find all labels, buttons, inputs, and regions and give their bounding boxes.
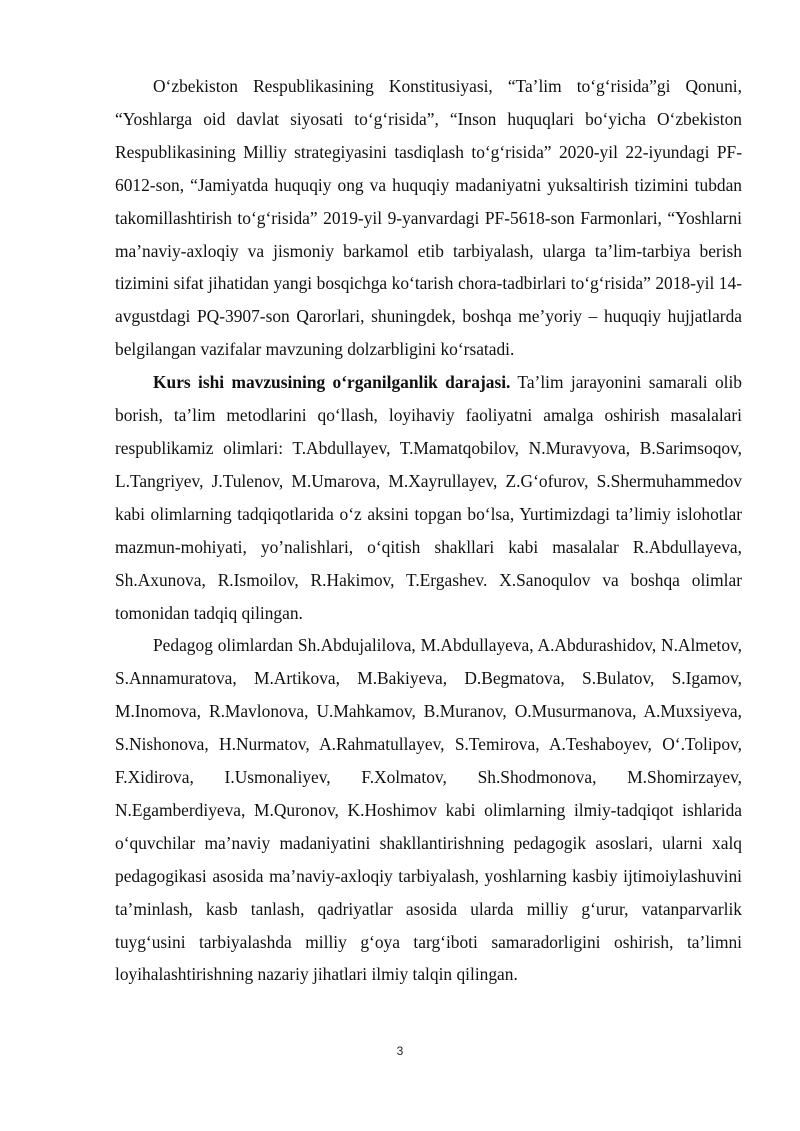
page-number: 3 [396, 1044, 404, 1058]
paragraph-text: Pedagog olimlardan Sh.Abdujalilova, M.Abdullayeva, A.Abdurashidov, N.Almetov, S.Annamuratova, M.Artikova, M.Bakiyeva, D.Begmatova, S.Bulatov, S.Igamov, M.Inomova, R.Mavlonova, U.Mahkamov, B.Muranov, O.Musurmanova, A.Muxsiyeva, S.Nishonova, H.Nurmatov, A.Rahmatullayev, S.Temirova, A.Teshaboyev, O‘.Tolipov, F.Xidirova, I.Usmonaliyev, F.Xolmatov, Sh.Shodmonova, M.Shomirzayev, N.Egamberdiyeva, M.Quronov, K.Hoshimov kabi olimlarning ilmiy-tadqiqot ishlarida o‘quvchilar ma’naviy madaniyatini shakllantirishning pedagogik asoslari, ularni xalq pedagogikasi asosida ma’naviy-axloqiy tarbiyalash, yoshlarning kasbiy ijtimoiylashuvini ta’minlash, kasb tanlash, qadriyatlar asosida ularda milliy g‘urur, vatanparvarlik tuyg‘usini tarbiyalashda milliy g‘oya targ‘iboti samaradorligini oshirish, ta’limni loyihalashtirishning nazariy jihatlari ilmiy talqin qilingan. [115, 635, 742, 985]
paragraph-legal-basis [115, 70, 742, 366]
document-page [115, 70, 742, 991]
paragraph-bold-heading: Kurs ishi mavzusining o‘rganilganlik darajasi. [153, 372, 511, 393]
paragraph-pedagog-scholars [115, 629, 742, 991]
paragraph-text: Ta’lim jarayonini samarali olib borish, ta’lim metodlarini qo‘llash, loyihaviy faoliyatni amalga oshirish masalalari respublikamiz olimlari: T.Abdullayev, T.Mamatqobilov, N.Muravyova, B.Sarimsoqov, L.Tangriyev, J.Tulenov, M.Umarova, M.Xayrullayev, Z.G‘ofurov, S.Shermuhammedov kabi olimlarning tadqiqotlarida o‘z aksini topgan bo‘lsa, Yurtimizdagi ta’limiy islohotlar mazmun-mohiyati, yo’nalishlari, o‘qitish shakllari kabi masalalar R.Abdullayeva, Sh.Axunova, R.Ismoilov, R.Hakimov, T.Ergashev. X.Sanoqulov va boshqa olimlar tomonidan tadqiq qilingan. [115, 372, 742, 623]
paragraph-research-degree [115, 366, 742, 629]
paragraph-text: O‘zbekiston Respublikasining Konstitusiyasi, “Ta’lim to‘g‘risida”gi Qonuni, “Yoshlarga oid davlat siyosati to‘g‘risida”, “Inson huquqlari bo‘yicha O‘zbekiston Respublikasining Milliy strategiyasini tasdiqlash to‘g‘risida” 2020-yil 22-iyundagi PF-6012-son, “Jamiyatda huquqiy ong va huquqiy madaniyatni yuksaltirish tizimini tubdan takomillashtirish to‘g‘risida” 2019-yil 9-yanvardagi PF-5618-son Farmonlari, “Yoshlarni ma’naviy-axloqiy va jismoniy barkamol etib tarbiyalash, ularga ta’lim-tarbiya berish tizimini sifat jihatidan yangi bosqichga ko‘tarish chora-tadbirlari to‘g‘risida” 2018-yil 14-avgustdagi PQ-3907-son Qarorlari, shuningdek, boshqa me’yoriy – huquqiy hujjatlarda belgilangan vazifalar mavzuning dolzarbligini ko‘rsatadi. [115, 76, 742, 360]
